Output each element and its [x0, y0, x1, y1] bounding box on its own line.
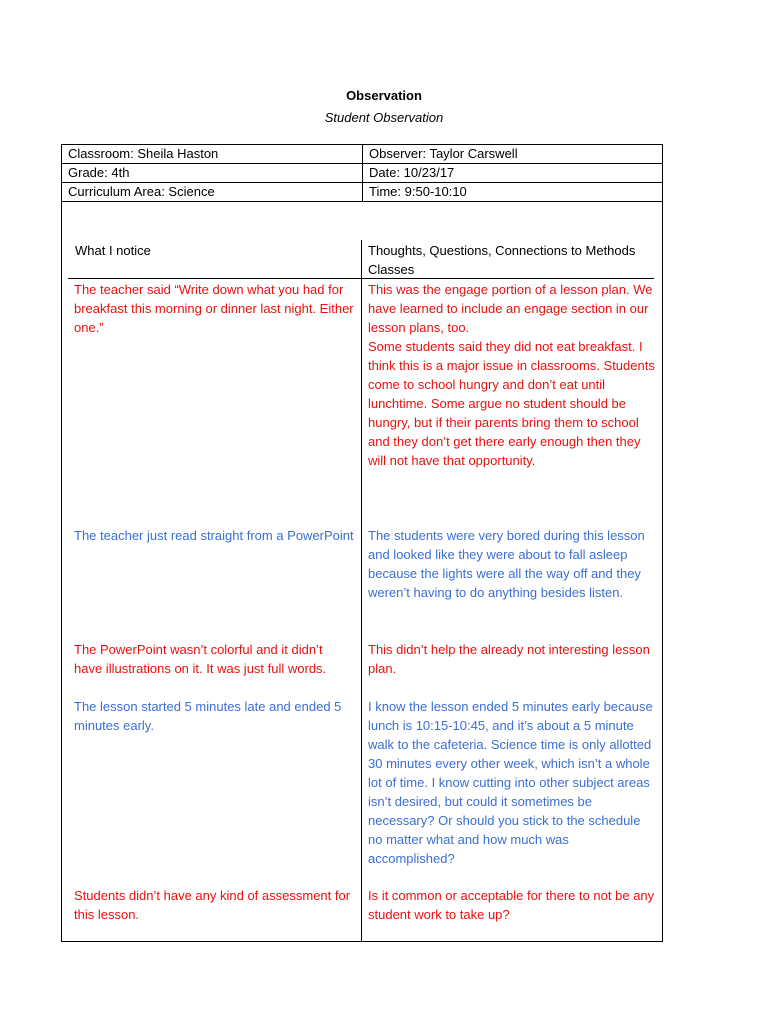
observer-cell: Observer: Taylor Carswell	[363, 145, 663, 164]
info-row	[62, 183, 663, 202]
thoughts-text: Some students said they did not eat breakfast. I think this is a major issue in classrooms. Students come to school hungry and don’t eat until lunchtime. Some argue no student should be hungry, but if their parents bring them to school and they don’t get there early enough then they will not have that opportunity.	[368, 339, 655, 468]
time-cell: Time: 9:50-10:10	[363, 183, 663, 202]
thoughts-entry: The students were very bored during this lesson and looked like they were about to fall asleep because the lights were all the way off and they weren’t having to do anything besides listen.	[368, 528, 645, 600]
thoughts-entry: Is it common or acceptable for there to not be any student work to take up?	[368, 888, 655, 922]
thoughts-entry: I know the lesson ended 5 minutes early because lunch is 10:15-10:45, and it’s about a 5 minute walk to the cafeteria. Science time is only allotted 30 minutes every other week, which isn’t a whole lot of time. I know cutting into other subject areas isn’t desired, but could it sometimes be necessary? Or should you stick to the schedule no matter what and how much was accomplished?	[368, 699, 653, 866]
thoughts-entry	[368, 280, 658, 470]
document-title: Observation	[346, 88, 422, 103]
grade-cell: Grade: 4th	[62, 164, 363, 183]
notice-entry: The teacher said “Write down what you had for breakfast this morning or dinner last night. Either one.”	[74, 282, 354, 335]
document-subtitle: Student Observation	[324, 110, 444, 125]
classroom-cell: Classroom: Sheila Haston	[62, 145, 363, 164]
info-row	[62, 164, 663, 183]
curriculum-cell: Curriculum Area: Science	[62, 183, 363, 202]
info-table	[61, 144, 663, 202]
date-cell: Date: 10/23/17	[363, 164, 663, 183]
notice-column-header: What I notice	[75, 243, 151, 258]
notice-entry: The lesson started 5 minutes late and ended 5 minutes early.	[74, 699, 342, 733]
notice-entry: The teacher just read straight from a PowerPoint	[74, 528, 354, 543]
thoughts-entry: This didn’t help the already not interesting lesson plan.	[368, 642, 650, 676]
info-row	[62, 145, 663, 164]
notice-entry: Students didn’t have any kind of assessment for this lesson.	[74, 888, 351, 922]
column-divider	[361, 240, 362, 941]
notice-entry: The PowerPoint wasn’t colorful and it didn’t have illustrations on it. It was just full words.	[74, 642, 327, 676]
thoughts-column-header: Thoughts, Questions, Connections to Methods Classes	[368, 243, 636, 277]
thoughts-text: This was the engage portion of a lesson plan. We have learned to include an engage section in our lesson plans, too.	[368, 282, 653, 335]
